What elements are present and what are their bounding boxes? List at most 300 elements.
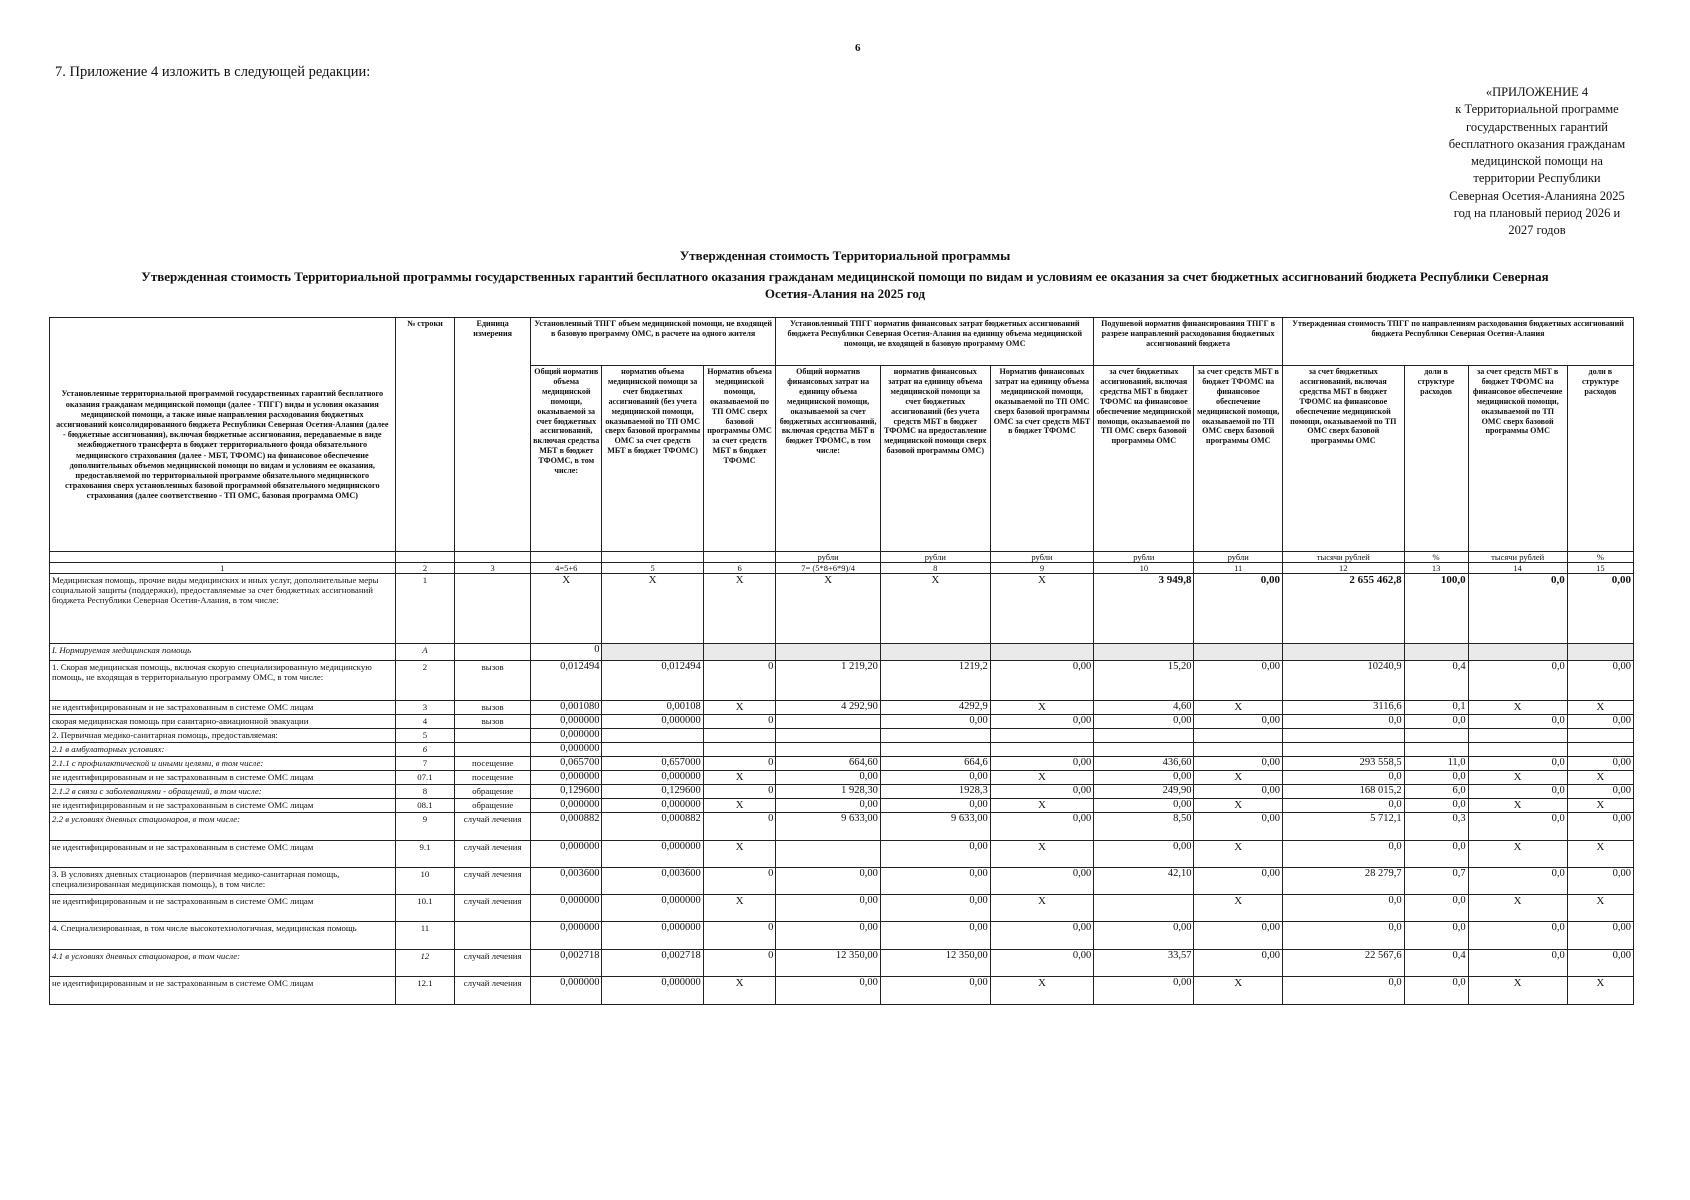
- header-sub: за счет бюджетных ассигнований, включая средства МБТ в бюджет ТФОМС на финансовое обеспечение медицинской помощи, оказываемой по ТП ОМС сверх базовой программы ОМС: [1282, 366, 1404, 552]
- table-cell: X: [1567, 895, 1633, 922]
- table-cell: [703, 644, 776, 661]
- row-unit: [455, 743, 531, 757]
- row-unit: случай лечения: [455, 813, 531, 841]
- table-cell: 0,00: [1567, 922, 1633, 950]
- table-cell: X: [880, 574, 990, 644]
- table-cell: [1094, 895, 1194, 922]
- table-cell: 0,0: [1404, 922, 1468, 950]
- document-subtitle: Утвержденная стоимость Территориальной программы государственных гарантий бесплатного оказания гражданам медицинской помощи по видам и условиям ее оказания за счет бюджетных ассигнований бюджета Республики Северная Осетия-Алания на 2025 год: [141, 269, 1549, 301]
- table-cell: 0,000000: [602, 922, 703, 950]
- unit-cell: тысячи рублей: [1282, 552, 1404, 563]
- row-unit: [455, 729, 531, 743]
- table-cell: [1282, 644, 1404, 661]
- row-number: 4: [395, 715, 455, 729]
- table-cell: 0,00: [1194, 785, 1283, 799]
- table-cell: 0,000882: [531, 813, 602, 841]
- row-unit: обращение: [455, 785, 531, 799]
- table-cell: 0,000000: [531, 743, 602, 757]
- table-row: [50, 977, 1634, 1005]
- header-group-approved-cost: Утвержденная стоимость ТПГГ по направлениям расходования бюджетных ассигнований бюджета Республики Северная Осетия-Алания: [1282, 318, 1633, 366]
- table-cell: 0,0: [1468, 922, 1567, 950]
- table-cell: 0,012494: [602, 661, 703, 701]
- col-number: 1: [50, 563, 396, 574]
- table-cell: 0,000000: [531, 922, 602, 950]
- table-cell: X: [602, 574, 703, 644]
- col-number: 3: [455, 563, 531, 574]
- row-unit: посещение: [455, 757, 531, 771]
- header-sub: Общий норматив финансовых затрат на единицу объема медицинской помощи, оказываемой за счет бюджетных ассигнований, включая средства МБТ в бюджет ТФОМС, в том числе:: [776, 366, 881, 552]
- table-cell: 0,129600: [602, 785, 703, 799]
- table-cell: [880, 644, 990, 661]
- table-cell: 0,0: [1468, 715, 1567, 729]
- table-cell: [1282, 743, 1404, 757]
- table-cell: X: [990, 771, 1093, 785]
- table-cell: 0: [531, 644, 602, 661]
- table-cell: X: [1194, 841, 1283, 868]
- header-row-label: Установленные территориальной программой государственных гарантий бесплатного оказания гражданам медицинской помощи (далее - ТПГГ) виды и условия оказания медицинской помощи, а также иные направления расходования бюджетных ассигнований консолидированного бюджета Республики Северная Осетия-Алания (далее - бюджетные ассигнования), включая бюджетные ассигнования, передаваемые в виде межбюджетного трансферта в бюджет территориального фонда обязательного медицинского страхования (далее - МБТ, ТФОМС) на финансовое обеспечение дополнительных объемов медицинской помощи по видам и условиям ее оказания, предоставляемой по территориальной программе обязательного медицинского страхования сверх установленных базовой программой обязательного медицинского страхования (далее соответственно - ТП ОМС, базовая программа ОМС): [50, 318, 396, 552]
- table-cell: [990, 743, 1093, 757]
- header-sub: за счет бюджетных ассигнований, включая средства МБТ в бюджет ТФОМС на финансовое обеспечение медицинской помощи, оказываемой по ТП ОМС сверх базовой программы ОМС: [1094, 366, 1194, 552]
- unit-cell: рубли: [990, 552, 1093, 563]
- table-cell: 0,00: [1194, 922, 1283, 950]
- intro-text: 7. Приложение 4 изложить в следующей редакции:: [55, 64, 371, 80]
- header-group-volume: Установленный ТПГГ объем медицинской помощи, не входящей в базовую программу ОМС, в расчете на одного жителя: [531, 318, 776, 366]
- unit-cell: рубли: [776, 552, 881, 563]
- col-number: 4=5+6: [531, 563, 602, 574]
- table-cell: 4 292,90: [776, 701, 881, 715]
- table-row: [50, 868, 1634, 895]
- row-number: 10.1: [395, 895, 455, 922]
- row-unit: случай лечения: [455, 895, 531, 922]
- table-cell: 6,0: [1404, 785, 1468, 799]
- table-cell: 0,00: [990, 785, 1093, 799]
- table-cell: 42,10: [1094, 868, 1194, 895]
- table-cell: 0,7: [1404, 868, 1468, 895]
- annex-line: бесплатного оказания гражданам: [1448, 136, 1626, 151]
- table-cell: 664,6: [880, 757, 990, 771]
- header-group-cost-norm: Установленный ТПГГ норматив финансовых затрат бюджетных ассигнований бюджета Республики Северная Осетия-Алания на единицу объема медицинской помощи, не входящей в базовую программу ОМС: [776, 318, 1094, 366]
- table-cell: 0,00: [1094, 977, 1194, 1005]
- table-cell: 0,4: [1404, 661, 1468, 701]
- row-unit: случай лечения: [455, 868, 531, 895]
- table-cell: 0,00: [1194, 574, 1283, 644]
- table-cell: 1 928,30: [776, 785, 881, 799]
- table-cell: 0,00108: [602, 701, 703, 715]
- table-cell: 1928,3: [880, 785, 990, 799]
- table-cell: 0,065700: [531, 757, 602, 771]
- table-cell: [880, 729, 990, 743]
- table-cell: 0,00: [880, 799, 990, 813]
- table-cell: 0,000000: [531, 895, 602, 922]
- table-cell: 0,0: [1282, 715, 1404, 729]
- table-cell: 0: [703, 813, 776, 841]
- table-cell: 0,00: [1094, 841, 1194, 868]
- header-sub: доли в структуре расходов: [1404, 366, 1468, 552]
- table-cell: 0,00: [1194, 813, 1283, 841]
- table-cell: X: [1194, 895, 1283, 922]
- table-cell: 4,60: [1094, 701, 1194, 715]
- row-label: не идентифицированным и не застрахованным в системе ОМС лицам: [50, 701, 396, 715]
- header-sub: доли в структуре расходов: [1567, 366, 1633, 552]
- row-number: 5: [395, 729, 455, 743]
- row-label: Медицинская помощь, прочие виды медицинских и иных услуг, дополнительные меры социальной защиты (поддержки), предоставляемые за счет бюджетных ассигнований бюджета Республики Северная Осетия-Алания, в том числе:: [50, 574, 396, 644]
- table-cell: 22 567,6: [1282, 950, 1404, 977]
- table-cell: 0,00: [990, 922, 1093, 950]
- table-cell: [1194, 644, 1283, 661]
- table-cell: 0,002718: [531, 950, 602, 977]
- unit-cell: [602, 552, 703, 563]
- table-cell: 0,0: [1468, 757, 1567, 771]
- row-unit: вызов: [455, 715, 531, 729]
- table-cell: 0: [703, 757, 776, 771]
- table-cell: 11,0: [1404, 757, 1468, 771]
- table-cell: 0,1: [1404, 701, 1468, 715]
- unit-cell: [50, 552, 396, 563]
- table-cell: X: [990, 977, 1093, 1005]
- table-cell: 0,000000: [602, 715, 703, 729]
- table-cell: [1094, 729, 1194, 743]
- table-cell: 0,0: [1404, 799, 1468, 813]
- table-cell: [1404, 644, 1468, 661]
- table-cell: 0,0: [1468, 813, 1567, 841]
- row-unit: случай лечения: [455, 841, 531, 868]
- row-number: 8: [395, 785, 455, 799]
- table-cell: X: [703, 701, 776, 715]
- table-cell: 0,00: [776, 922, 881, 950]
- table-cell: 0,00: [776, 868, 881, 895]
- table-cell: 1 219,20: [776, 661, 881, 701]
- table-cell: [1404, 743, 1468, 757]
- table-cell: X: [1567, 771, 1633, 785]
- table-cell: X: [1468, 895, 1567, 922]
- row-unit: случай лечения: [455, 977, 531, 1005]
- table-cell: 15,20: [1094, 661, 1194, 701]
- table-cell: 0,0: [1282, 771, 1404, 785]
- row-number: 07.1: [395, 771, 455, 785]
- table-cell: 0: [703, 715, 776, 729]
- unit-cell: тысячи рублей: [1468, 552, 1567, 563]
- header-sub: Норматив объема медицинской помощи, оказываемой по ТП ОМС сверх базовой программы ОМС за счет средств МБТ в бюджет ТФОМС: [703, 366, 776, 552]
- header-row-no: № строки: [395, 318, 455, 552]
- table-cell: 0,00: [1094, 771, 1194, 785]
- row-unit: вызов: [455, 661, 531, 701]
- table-cell: [602, 729, 703, 743]
- table-cell: 0,3: [1404, 813, 1468, 841]
- table-cell: [1468, 743, 1567, 757]
- table-cell: 0,0: [1282, 895, 1404, 922]
- row-unit: [455, 644, 531, 661]
- col-number: 7= (5*8+6*9)/4: [776, 563, 881, 574]
- table-cell: [1094, 743, 1194, 757]
- col-number: 9: [990, 563, 1093, 574]
- table-cell: [776, 841, 881, 868]
- table-cell: [1094, 644, 1194, 661]
- unit-cell: [395, 552, 455, 563]
- annex-line: «ПРИЛОЖЕНИЕ 4: [1485, 85, 1589, 99]
- row-number: 6: [395, 743, 455, 757]
- table-cell: 0,000000: [531, 771, 602, 785]
- table-cell: [776, 644, 881, 661]
- table-cell: 0,00: [1567, 785, 1633, 799]
- table-row: [50, 757, 1634, 771]
- col-number: 12: [1282, 563, 1404, 574]
- row-number: 10: [395, 868, 455, 895]
- table-cell: X: [990, 799, 1093, 813]
- table-cell: 4292,9: [880, 701, 990, 715]
- table-cell: 12 350,00: [880, 950, 990, 977]
- table-cell: 3 949,8: [1094, 574, 1194, 644]
- table-cell: X: [703, 841, 776, 868]
- table-cell: 0,00: [990, 757, 1093, 771]
- row-label: не идентифицированным и не застрахованным в системе ОМС лицам: [50, 771, 396, 785]
- table-cell: X: [1567, 701, 1633, 715]
- table-cell: [1567, 743, 1633, 757]
- table-cell: 436,60: [1094, 757, 1194, 771]
- row-label: 2. Первичная медико-санитарная помощь, предоставляемая:: [50, 729, 396, 743]
- col-number: 10: [1094, 563, 1194, 574]
- table-cell: 0,00: [1094, 922, 1194, 950]
- table-cell: [1567, 729, 1633, 743]
- unit-cell: рубли: [1094, 552, 1194, 563]
- table-cell: 0,00: [1094, 715, 1194, 729]
- table-cell: 0,0: [1468, 868, 1567, 895]
- table-row: [50, 813, 1634, 841]
- table-cell: 0,0: [1282, 977, 1404, 1005]
- table-cell: 0,0: [1468, 950, 1567, 977]
- header-sub: за счет средств МБТ в бюджет ТФОМС на финансовое обеспечение медицинской помощи, оказываемой по ТП ОМС сверх базовой программы ОМС: [1468, 366, 1567, 552]
- table-cell: 0,0: [1404, 715, 1468, 729]
- table-cell: 0,000000: [531, 841, 602, 868]
- table-cell: [990, 729, 1093, 743]
- table-row: [50, 715, 1634, 729]
- table-cell: X: [1194, 977, 1283, 1005]
- row-label: не идентифицированным и не застрахованным в системе ОМС лицам: [50, 799, 396, 813]
- table-cell: 28 279,7: [1282, 868, 1404, 895]
- table-cell: 0,000000: [531, 977, 602, 1005]
- table-cell: X: [1468, 977, 1567, 1005]
- row-unit: посещение: [455, 771, 531, 785]
- table-cell: X: [1567, 841, 1633, 868]
- table-row: [50, 743, 1634, 757]
- header-sub: норматив финансовых затрат на единицу объема медицинской помощи за счет бюджетных ассигнований (без учета средств МБТ в бюджет ТФОМС на предоставление медицинской помощи сверх базовой программы ОМС): [880, 366, 990, 552]
- table-cell: [703, 729, 776, 743]
- unit-cell: рубли: [880, 552, 990, 563]
- table-cell: 0,00: [880, 922, 990, 950]
- table-cell: X: [531, 574, 602, 644]
- table-row: [50, 895, 1634, 922]
- table-cell: 10240,9: [1282, 661, 1404, 701]
- table-cell: 0,00: [990, 715, 1093, 729]
- table-cell: 0,00: [1567, 574, 1633, 644]
- table-cell: 0,0: [1468, 785, 1567, 799]
- table-cell: [602, 644, 703, 661]
- row-label: 2.1 в амбулаторных условиях:: [50, 743, 396, 757]
- table-cell: 0,00: [1567, 715, 1633, 729]
- table-cell: [776, 729, 881, 743]
- table-cell: X: [703, 799, 776, 813]
- table-cell: 0,0: [1282, 922, 1404, 950]
- table-cell: 0: [703, 950, 776, 977]
- annex-line: к Территориальной программе: [1455, 102, 1619, 117]
- row-label: 1. Скорая медицинская помощь, включая скорую специализированную медицинскую помощь, не входящая в территориальную программу ОМС, в том числе:: [50, 661, 396, 701]
- table-cell: [703, 743, 776, 757]
- table-cell: X: [703, 574, 776, 644]
- table-cell: 0,00: [1567, 950, 1633, 977]
- table-cell: 12 350,00: [776, 950, 881, 977]
- header-unit: Единица измерения: [455, 318, 531, 552]
- table-body: [50, 574, 1634, 1005]
- annex-line: государственных гарантий: [1466, 119, 1608, 134]
- table-cell: 0,00: [880, 868, 990, 895]
- table-cell: X: [990, 701, 1093, 715]
- row-number: 12.1: [395, 977, 455, 1005]
- table-cell: 0,00: [776, 799, 881, 813]
- table-cell: 0,0: [1404, 771, 1468, 785]
- table-cell: 0,000882: [602, 813, 703, 841]
- unit-cell: [455, 552, 531, 563]
- row-label: 4. Специализированная, в том числе высокотехнологичная, медицинская помощь: [50, 922, 396, 950]
- table-cell: 0,00: [1194, 715, 1283, 729]
- annex-line: 2027 годов: [1508, 223, 1566, 238]
- annex-line: медицинской помощи на: [1470, 154, 1603, 169]
- table-cell: 293 558,5: [1282, 757, 1404, 771]
- table-cell: X: [776, 574, 881, 644]
- annex-line: год на плановый период 2026 и: [1453, 206, 1621, 221]
- row-label: не идентифицированным и не застрахованным в системе ОМС лицам: [50, 841, 396, 868]
- table-cell: 0,0: [1468, 661, 1567, 701]
- table-cell: X: [1468, 771, 1567, 785]
- table-row: [50, 661, 1634, 701]
- table-cell: [1282, 729, 1404, 743]
- header-sub: за счет средств МБТ в бюджет ТФОМС на финансовое обеспечение медицинской помощи, оказываемой по ТП ОМС сверх базовой программы ОМС: [1194, 366, 1283, 552]
- table-cell: X: [703, 771, 776, 785]
- table-header: [50, 318, 1634, 574]
- document-title: Утвержденная стоимость Территориальной программы: [679, 248, 1011, 263]
- row-label: не идентифицированным и не застрахованным в системе ОМС лицам: [50, 895, 396, 922]
- annex-header: [1432, 84, 1642, 240]
- table-cell: 0,0: [1468, 574, 1567, 644]
- table-cell: 249,90: [1094, 785, 1194, 799]
- row-number: 2: [395, 661, 455, 701]
- table-cell: 0,4: [1404, 950, 1468, 977]
- table-cell: 0,000000: [602, 799, 703, 813]
- table-cell: 8,50: [1094, 813, 1194, 841]
- row-number: 3: [395, 701, 455, 715]
- table-cell: [880, 743, 990, 757]
- table-cell: X: [1194, 799, 1283, 813]
- table-cell: 0,00: [1194, 757, 1283, 771]
- table-cell: [1468, 644, 1567, 661]
- table-cell: 0,00: [990, 868, 1093, 895]
- table-row: [50, 644, 1634, 661]
- table-cell: 0,00: [990, 950, 1093, 977]
- table-cell: 0,000000: [531, 729, 602, 743]
- col-number: 14: [1468, 563, 1567, 574]
- table-cell: 0,129600: [531, 785, 602, 799]
- table-cell: 0,00: [1194, 950, 1283, 977]
- table-cell: [776, 743, 881, 757]
- table-cell: 0,00: [1194, 661, 1283, 701]
- header-group-per-capita: Подушевой норматив финансирования ТПГГ в разрезе направлений расходования бюджетных ассигнований бюджета: [1094, 318, 1283, 366]
- table-cell: 0,00: [1094, 799, 1194, 813]
- table-cell: 0,0: [1404, 841, 1468, 868]
- unit-cell: рубли: [1194, 552, 1283, 563]
- table-cell: 168 015,2: [1282, 785, 1404, 799]
- table-cell: 0,000000: [602, 977, 703, 1005]
- row-unit: обращение: [455, 799, 531, 813]
- unit-cell: [703, 552, 776, 563]
- table-row: [50, 785, 1634, 799]
- table-cell: 3116,6: [1282, 701, 1404, 715]
- table-cell: 5 712,1: [1282, 813, 1404, 841]
- table-cell: [1194, 743, 1283, 757]
- header-sub: Норматив финансовых затрат на единицу объема медицинской помощи, оказываемой по ТП ОМС сверх базовой программы ОМС за счет средств МБТ в бюджет ТФОМС: [990, 366, 1093, 552]
- table-cell: 0: [703, 661, 776, 701]
- table-cell: 0,657000: [602, 757, 703, 771]
- table-cell: 1219,2: [880, 661, 990, 701]
- table-cell: X: [1567, 977, 1633, 1005]
- table-row: [50, 771, 1634, 785]
- row-number: A: [395, 644, 455, 661]
- row-unit: вызов: [455, 701, 531, 715]
- table-cell: 0,00: [1567, 813, 1633, 841]
- table-cell: X: [703, 895, 776, 922]
- col-number: 15: [1567, 563, 1633, 574]
- table-cell: [1404, 729, 1468, 743]
- row-label: 4.1 в условиях дневных стационаров, в том числе:: [50, 950, 396, 977]
- table-cell: 0,000000: [531, 799, 602, 813]
- row-label: 2.1.2 в связи с заболеваниями - обращений, в том числе:: [50, 785, 396, 799]
- col-number: 11: [1194, 563, 1283, 574]
- table-cell: 0,00: [1567, 868, 1633, 895]
- table-cell: 0,00: [990, 813, 1093, 841]
- table-cell: 0,0: [1404, 895, 1468, 922]
- table-cell: X: [990, 895, 1093, 922]
- table-row: [50, 922, 1634, 950]
- table-cell: 100,0: [1404, 574, 1468, 644]
- table-cell: X: [990, 841, 1093, 868]
- header-sub: Общий норматив объема медицинской помощи, оказываемой за счет бюджетных ассигнований, включая средства МБТ в бюджет ТФОМС, в том числе:: [531, 366, 602, 552]
- table-row: [50, 729, 1634, 743]
- table-cell: 0,00: [776, 895, 881, 922]
- table-cell: [1194, 729, 1283, 743]
- table-row: [50, 574, 1634, 644]
- table-cell: 0,00: [880, 895, 990, 922]
- table-cell: 0,002718: [602, 950, 703, 977]
- col-number: 5: [602, 563, 703, 574]
- annex-line: Северная Осетия-Аланияна 2025: [1449, 188, 1625, 203]
- unit-cell: %: [1404, 552, 1468, 563]
- row-label: I. Нормируемая медицинская помощь: [50, 644, 396, 661]
- table-cell: 0,000000: [602, 895, 703, 922]
- row-number: 12: [395, 950, 455, 977]
- table-cell: 664,60: [776, 757, 881, 771]
- table-cell: 2 655 462,8: [1282, 574, 1404, 644]
- table-cell: 0,0: [1282, 799, 1404, 813]
- table-cell: 9 633,00: [776, 813, 881, 841]
- row-label: не идентифицированным и не застрахованным в системе ОМС лицам: [50, 977, 396, 1005]
- table-cell: 0,00: [1567, 661, 1633, 701]
- row-label: 2.2 в условиях дневных стационаров, в том числе:: [50, 813, 396, 841]
- table-cell: 0,00: [1567, 757, 1633, 771]
- table-cell: 0,0: [1404, 977, 1468, 1005]
- row-number: 7: [395, 757, 455, 771]
- table-cell: 0,001080: [531, 701, 602, 715]
- row-number: 08.1: [395, 799, 455, 813]
- table-cell: 0,003600: [531, 868, 602, 895]
- col-number: 6: [703, 563, 776, 574]
- table-cell: 0: [703, 785, 776, 799]
